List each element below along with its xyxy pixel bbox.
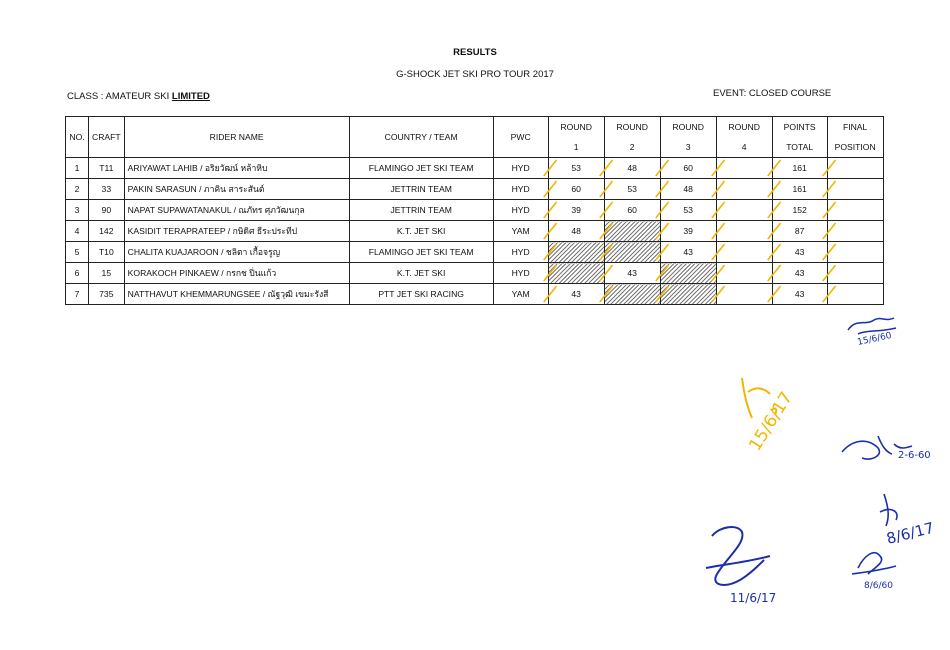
cell-final — [827, 200, 883, 221]
cell-round-2: 43 — [604, 263, 660, 284]
table-row — [66, 200, 884, 221]
cell-round-4 — [716, 179, 772, 200]
cell-pwc: YAM — [493, 284, 548, 305]
signature-5-date: 11/6/17 — [730, 591, 777, 605]
cell-pwc: HYD — [493, 242, 548, 263]
cell-team: JETTRIN TEAM — [349, 179, 493, 200]
signature-1-date: 15/6/60 — [856, 330, 893, 348]
cell-total: 152 — [772, 200, 827, 221]
signature-4-date: 8/6/17 — [884, 518, 936, 548]
cell-rider: PAKIN SARASUN / ภาคิน สาระสันต์ — [124, 179, 349, 200]
cell-round-3-hatched — [660, 263, 716, 284]
cell-team: K.T. JET SKI — [349, 263, 493, 284]
header-round-1 — [548, 117, 604, 158]
cell-final — [827, 158, 883, 179]
cell-rider: KORAKOCH PINKAEW / กรกช ปิ่นแก้ว — [124, 263, 349, 284]
cell-round-1: 39 — [548, 200, 604, 221]
table-row — [66, 179, 884, 200]
header-round-2-word: ROUND — [616, 122, 648, 132]
cell-pwc: YAM — [493, 221, 548, 242]
cell-round-2-hatched — [604, 242, 660, 263]
cell-no: 4 — [66, 221, 89, 242]
header-rider: RIDER NAME — [124, 117, 349, 158]
signature-2 — [742, 378, 797, 455]
cell-total: 161 — [772, 158, 827, 179]
header-final-position — [827, 117, 883, 158]
cell-final — [827, 284, 883, 305]
cell-round-3: 39 — [660, 221, 716, 242]
cell-pwc: HYD — [493, 179, 548, 200]
table-row — [66, 158, 884, 179]
cell-craft: 142 — [89, 221, 125, 242]
cell-team: FLAMINGO JET SKI TEAM — [349, 158, 493, 179]
header-round-2-num: 2 — [629, 142, 635, 152]
cell-craft: 90 — [89, 200, 125, 221]
cell-rider: NAPAT SUPAWATANAKUL / ณภัทร ศุภวัฒนกุล — [124, 200, 349, 221]
cell-pwc: HYD — [493, 263, 548, 284]
header-round-3-word: ROUND — [672, 122, 704, 132]
class-label — [67, 91, 210, 102]
cell-round-3: 43 — [660, 242, 716, 263]
cell-rider: CHALITA KUAJAROON / ชลิตา เกื้อจรูญ — [124, 242, 349, 263]
cell-round-1: 60 — [548, 179, 604, 200]
signature-3-date: 2-6-60 — [898, 450, 931, 461]
cell-total: 43 — [772, 284, 827, 305]
cell-round-3: 48 — [660, 179, 716, 200]
header-round-4 — [716, 117, 772, 158]
header-points-total — [772, 117, 827, 158]
table-header-row — [66, 117, 884, 158]
document-title: RESULTS — [453, 47, 497, 58]
cell-no: 1 — [66, 158, 89, 179]
cell-round-1: 43 — [548, 284, 604, 305]
cell-pwc: HYD — [493, 158, 548, 179]
cell-craft: 15 — [89, 263, 125, 284]
document-subtitle: G-SHOCK JET SKI PRO TOUR 2017 — [396, 69, 554, 80]
cell-round-3-hatched — [660, 284, 716, 305]
table-row — [66, 242, 884, 263]
cell-no: 3 — [66, 200, 89, 221]
cell-round-4 — [716, 200, 772, 221]
header-position: POSITION — [834, 142, 876, 152]
class-prefix: CLASS : AMATEUR SKI — [67, 91, 172, 102]
table-row — [66, 284, 884, 305]
cell-team: FLAMINGO JET SKI TEAM — [349, 242, 493, 263]
signature-3 — [842, 436, 931, 461]
cell-round-4 — [716, 263, 772, 284]
signature-6 — [852, 553, 896, 591]
header-no: NO. — [66, 117, 89, 158]
header-round-4-word: ROUND — [728, 122, 760, 132]
cell-round-2-hatched — [604, 221, 660, 242]
header-final: FINAL — [842, 122, 868, 132]
header-pwc: PWC — [493, 117, 548, 158]
cell-no: 5 — [66, 242, 89, 263]
cell-craft: 33 — [89, 179, 125, 200]
cell-final — [827, 179, 883, 200]
cell-round-1-hatched — [548, 263, 604, 284]
cell-round-2: 60 — [604, 200, 660, 221]
cell-round-2: 48 — [604, 158, 660, 179]
cell-round-4 — [716, 158, 772, 179]
header-round-3 — [660, 117, 716, 158]
cell-final — [827, 242, 883, 263]
cell-rider: NATTHAVUT KHEMMARUNGSEE / ณัฐวุฒิ เขมะรังสี — [124, 284, 349, 305]
header-team: COUNTRY / TEAM — [349, 117, 493, 158]
cell-final — [827, 221, 883, 242]
cell-no: 7 — [66, 284, 89, 305]
cell-final — [827, 263, 883, 284]
cell-no: 6 — [66, 263, 89, 284]
cell-round-3: 60 — [660, 158, 716, 179]
cell-total: 87 — [772, 221, 827, 242]
cell-total: 43 — [772, 263, 827, 284]
signature-5 — [706, 527, 776, 605]
cell-round-1: 53 — [548, 158, 604, 179]
cell-team: K.T. JET SKI — [349, 221, 493, 242]
header-points: POINTS — [783, 122, 816, 132]
signature-4 — [880, 494, 936, 548]
cell-round-2-hatched — [604, 284, 660, 305]
cell-round-4 — [716, 284, 772, 305]
cell-rider: ARIYAWAT LAHIB / อริยวัฒน์ หล้าหิบ — [124, 158, 349, 179]
signature-1 — [848, 318, 896, 348]
header-round-2 — [604, 117, 660, 158]
cell-craft: 735 — [89, 284, 125, 305]
event-label: EVENT: CLOSED COURSE — [713, 88, 832, 99]
cell-round-1-hatched — [548, 242, 604, 263]
cell-total: 43 — [772, 242, 827, 263]
header-craft: CRAFT — [89, 117, 125, 158]
header-round-1-word: ROUND — [560, 122, 592, 132]
results-table — [65, 116, 884, 305]
class-emphasis: LIMITED — [171, 91, 210, 102]
signature-6-date: 8/6/60 — [864, 581, 893, 591]
header-total: TOTAL — [786, 142, 814, 152]
cell-round-4 — [716, 221, 772, 242]
cell-round-4 — [716, 242, 772, 263]
cell-rider: KASIDIT TERAPRATEEP / กษิดิศ ธีระประทีป — [124, 221, 349, 242]
cell-craft: T11 — [89, 158, 125, 179]
cell-total: 161 — [772, 179, 827, 200]
header-round-4-num: 4 — [741, 142, 747, 152]
table-row — [66, 221, 884, 242]
cell-round-3: 53 — [660, 200, 716, 221]
cell-team: PTT JET SKI RACING — [349, 284, 493, 305]
signature-2-date: 15/6/17 — [745, 388, 797, 455]
cell-team: JETTRIN TEAM — [349, 200, 493, 221]
cell-no: 2 — [66, 179, 89, 200]
cell-craft: T10 — [89, 242, 125, 263]
header-round-1-num: 1 — [573, 142, 579, 152]
cell-round-2: 53 — [604, 179, 660, 200]
header-round-3-num: 3 — [685, 142, 691, 152]
cell-pwc: HYD — [493, 200, 548, 221]
table-row — [66, 263, 884, 284]
cell-round-1: 48 — [548, 221, 604, 242]
